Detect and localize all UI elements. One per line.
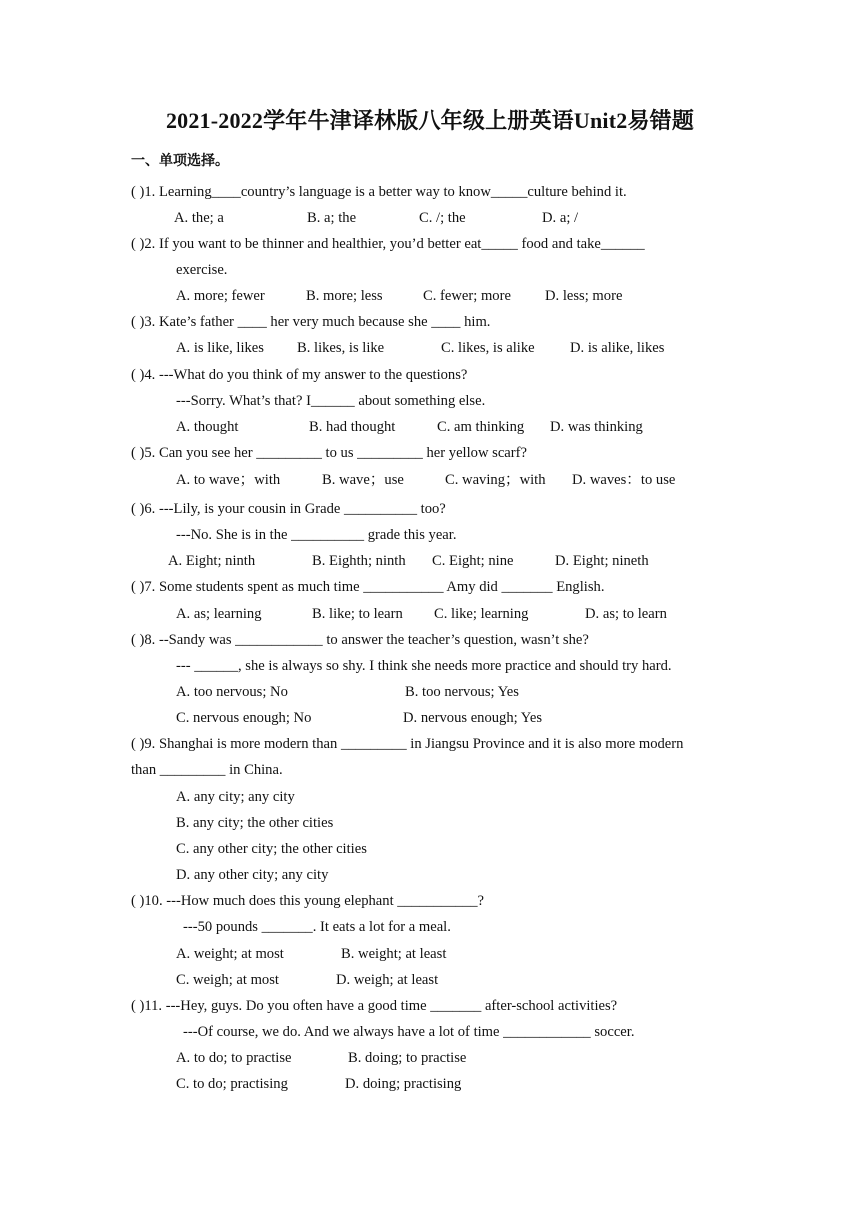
- question-4-option-c: C. am thinking: [437, 419, 525, 435]
- question-4-option-a: A. thought: [176, 419, 239, 435]
- question-5-stem: ( )5. Can you see her _________ to us _________ her yellow scarf?: [131, 445, 527, 461]
- question-6-stem-cont: ---No. She is in the __________ grade this year.: [176, 527, 457, 543]
- question-4-option-b: B. had thought: [309, 419, 396, 435]
- question-6-option-b: B. Eighth; ninth: [312, 553, 406, 569]
- section-heading: 一、单项选择。: [131, 153, 229, 169]
- question-11-option-b: B. doing; to practise: [348, 1050, 467, 1066]
- question-10-option-d: D. weigh; at least: [336, 972, 439, 988]
- question-5-option-a: A. to wave；with: [176, 472, 281, 488]
- question-8-option-b: B. too nervous; Yes: [405, 684, 519, 700]
- question-8-option-a: A. too nervous; No: [176, 684, 288, 700]
- question-6-stem: ( )6. ---Lily, is your cousin in Grade __________ too?: [131, 501, 446, 517]
- question-3-option-b: B. likes, is like: [297, 340, 385, 356]
- question-2-option-a: A. more; fewer: [176, 288, 265, 304]
- question-1-option-d: D. a; /: [542, 210, 579, 226]
- question-11-option-c: C. to do; practising: [176, 1076, 288, 1092]
- question-7-option-a: A. as; learning: [176, 606, 262, 622]
- question-3-stem: ( )3. Kate’s father ____ her very much because she ____ him.: [131, 314, 491, 330]
- question-11-stem-cont: ---Of course, we do. And we always have a lot of time ____________ soccer.: [183, 1024, 635, 1040]
- question-11-option-d: D. doing; practising: [345, 1076, 462, 1092]
- question-9-option-a: A. any city; any city: [176, 789, 295, 805]
- question-9-stem: ( )9. Shanghai is more modern than _________ in Jiangsu Province and it is also more modern: [131, 736, 684, 752]
- question-1-option-b: B. a; the: [307, 210, 357, 226]
- question-9-option-d: D. any other city; any city: [176, 867, 329, 883]
- question-4-option-d: D. was thinking: [550, 419, 643, 435]
- question-11-stem: ( )11. ---Hey, guys. Do you often have a good time _______ after-school activities?: [131, 998, 618, 1014]
- question-1-option-a: A. the; a: [174, 210, 224, 226]
- question-7-stem: ( )7. Some students spent as much time ___________ Amy did _______ English.: [131, 579, 605, 595]
- question-7-option-d: D. as; to learn: [585, 606, 667, 622]
- question-11-option-a: A. to do; to practise: [176, 1050, 292, 1066]
- question-2-stem: ( )2. If you want to be thinner and healthier, you’d better eat_____ food and take______: [131, 236, 645, 252]
- question-8-option-c: C. nervous enough; No: [176, 710, 312, 726]
- question-8-option-d: D. nervous enough; Yes: [403, 710, 543, 726]
- question-3-option-d: D. is alike, likes: [570, 340, 665, 356]
- question-5-option-b: B. wave；use: [322, 472, 404, 488]
- question-4-stem-cont: ---Sorry. What’s that? I______ about something else.: [176, 393, 486, 409]
- question-10-option-a: A. weight; at most: [176, 946, 284, 962]
- page-title: 2021-2022学年牛津译林版八年级上册英语Unit2易错题: [165, 108, 695, 133]
- question-3-option-c: C. likes, is alike: [441, 340, 535, 356]
- question-4-stem: ( )4. ---What do you think of my answer to the questions?: [131, 367, 468, 383]
- question-5-option-c: C. waving；with: [445, 472, 546, 488]
- question-9-option-c: C. any other city; the other cities: [176, 841, 367, 857]
- question-3-option-a: A. is like, likes: [176, 340, 264, 356]
- question-1-option-c: C. /; the: [419, 210, 466, 226]
- question-10-option-b: B. weight; at least: [341, 946, 447, 962]
- question-9-option-b: B. any city; the other cities: [176, 815, 334, 831]
- question-2-stem-cont: exercise.: [176, 262, 228, 278]
- question-8-stem: ( )8. --Sandy was ____________ to answer the teacher’s question, wasn’t she?: [131, 632, 589, 648]
- question-7-option-c: C. like; learning: [434, 606, 529, 622]
- question-6-option-a: A. Eight; ninth: [168, 553, 256, 569]
- question-6-option-c: C. Eight; nine: [432, 553, 514, 569]
- question-10-stem: ( )10. ---How much does this young elephant ___________?: [131, 893, 485, 909]
- question-8-stem-cont: --- ______, she is always so shy. I think she needs more practice and should try hard.: [176, 658, 672, 674]
- question-5-option-d: D. waves：to use: [572, 472, 676, 488]
- question-10-option-c: C. weigh; at most: [176, 972, 279, 988]
- question-2-option-d: D. less; more: [545, 288, 623, 304]
- question-2-option-c: C. fewer; more: [423, 288, 511, 304]
- question-9-stem-cont: than _________ in China.: [131, 762, 283, 778]
- question-6-option-d: D. Eight; nineth: [555, 553, 649, 569]
- question-1-stem: ( )1. Learning____country’s language is a better way to know_____culture behind it.: [131, 184, 627, 200]
- question-7-option-b: B. like; to learn: [312, 606, 403, 622]
- question-2-option-b: B. more; less: [306, 288, 383, 304]
- question-10-stem-cont: ---50 pounds _______. It eats a lot for a meal.: [183, 919, 451, 935]
